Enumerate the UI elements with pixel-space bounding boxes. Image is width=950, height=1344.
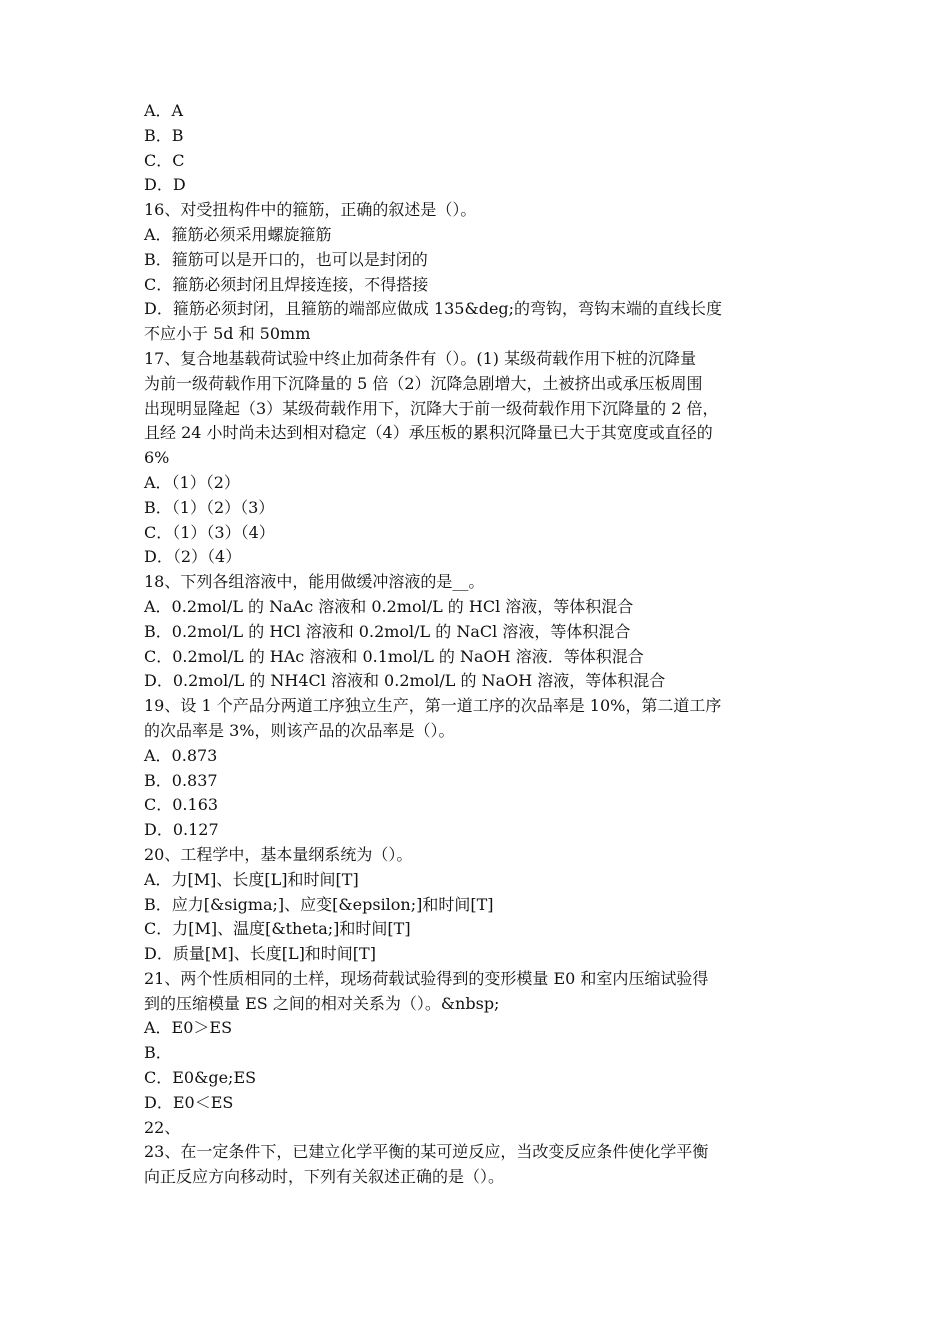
text-line: 6% (144, 448, 170, 468)
text-line: C．（1）（3）（4） (144, 522, 275, 542)
document-page (144, 99, 810, 1190)
text-line: 到的压缩模量 ES 之间的相对关系为（）。&nbsp; (144, 993, 500, 1013)
text-line: C．0.163 (144, 795, 219, 815)
text-line: B．0.2mol/L 的 HCl 溶液和 0.2mol/L 的 NaCl 溶液，等体积混合 (144, 621, 631, 641)
question-16: 16、对受扭构件中的箍筋，正确的叙述是（）。 (144, 200, 477, 220)
text-line: D．质量[M]、长度[L]和时间[T] (144, 944, 376, 964)
text-line: 为前一级荷载作用下沉降量的 5 倍（2）沉降急剧增大，土被挤出或承压板周围 (144, 373, 703, 393)
text-line: D．D (144, 175, 186, 195)
text-line: D．（2）（4） (144, 547, 242, 567)
text-line: C．箍筋必须封闭且焊接连接，不得搭接 (144, 274, 429, 294)
text-line: A．0.873 (144, 745, 218, 765)
text-line: D．0.127 (144, 820, 219, 840)
text-line: A．（1）（2） (144, 472, 240, 492)
text-line: B．0.837 (144, 770, 218, 790)
text-line: B．（1）（2）（3） (144, 497, 275, 517)
text-line: C．0.2mol/L 的 HAc 溶液和 0.1mol/L 的 NaOH 溶液．等体积混合 (144, 646, 644, 666)
text-line: A．箍筋必须采用螺旋箍筋 (144, 224, 332, 244)
text-line: D．0.2mol/L 的 NH4Cl 溶液和 0.2mol/L 的 NaOH 溶液，等体积混合 (144, 671, 666, 691)
text-line: B． (144, 1043, 172, 1063)
text-line: 且经 24 小时尚未达到相对稳定（4）承压板的累积沉降量已大于其宽度或直径的 (144, 423, 713, 443)
text-line: A．0.2mol/L 的 NaAc 溶液和 0.2mol/L 的 HCl 溶液，等体积混合 (144, 596, 634, 616)
text-line: A．E0＞ES (144, 1018, 233, 1038)
question-23: 23、在一定条件下，已建立化学平衡的某可逆反应，当改变反应条件使化学平衡 (144, 1142, 709, 1162)
question-21: 21、两个性质相同的土样，现场荷载试验得到的变形模量 E0 和室内压缩试验得 (144, 968, 709, 988)
question-22: 22、 (144, 1117, 181, 1137)
text-line: 的次品率是 3%，则该产品的次品率是（）。 (144, 720, 455, 740)
text-line: C．力[M]、温度[&theta;]和时间[T] (144, 919, 411, 939)
text-line: A．A (144, 101, 184, 120)
text-line: A．力[M]、长度[L]和时间[T] (144, 869, 359, 889)
question-18: 18、下列各组溶液中，能用做缓冲溶液的是__。 (144, 572, 485, 592)
text-line: D．箍筋必须封闭，且箍筋的端部应做成 135&deg;的弯钩，弯钩末端的直线长度 (144, 299, 723, 319)
text-line: 出现明显隆起（3）某级荷载作用下，沉降大于前一级荷载作用下沉降量的 2 倍， (144, 398, 719, 418)
text-line: B．B (144, 125, 184, 145)
text-line: C．E0&ge;ES (144, 1068, 257, 1088)
question-17: 17、复合地基载荷试验中终止加荷条件有（）。(1) 某级荷载作用下桩的沉降量 (144, 348, 697, 368)
text-line: C．C (144, 150, 185, 170)
question-19: 19、设 1 个产品分两道工序独立生产，第一道工序的次品率是 10%，第二道工序 (144, 696, 722, 716)
text-line: 不应小于 5d 和 50mm (144, 324, 311, 344)
question-20: 20、工程学中，基本量纲系统为（）。 (144, 844, 413, 864)
text-line: B．应力[&sigma;]、应变[&epsilon;]和时间[T] (144, 894, 494, 914)
text-line: 向正反应方向移动时，下列有关叙述正确的是（）。 (144, 1167, 505, 1187)
text-line: B．箍筋可以是开口的，也可以是封闭的 (144, 249, 428, 269)
text-line: D．E0＜ES (144, 1092, 234, 1112)
